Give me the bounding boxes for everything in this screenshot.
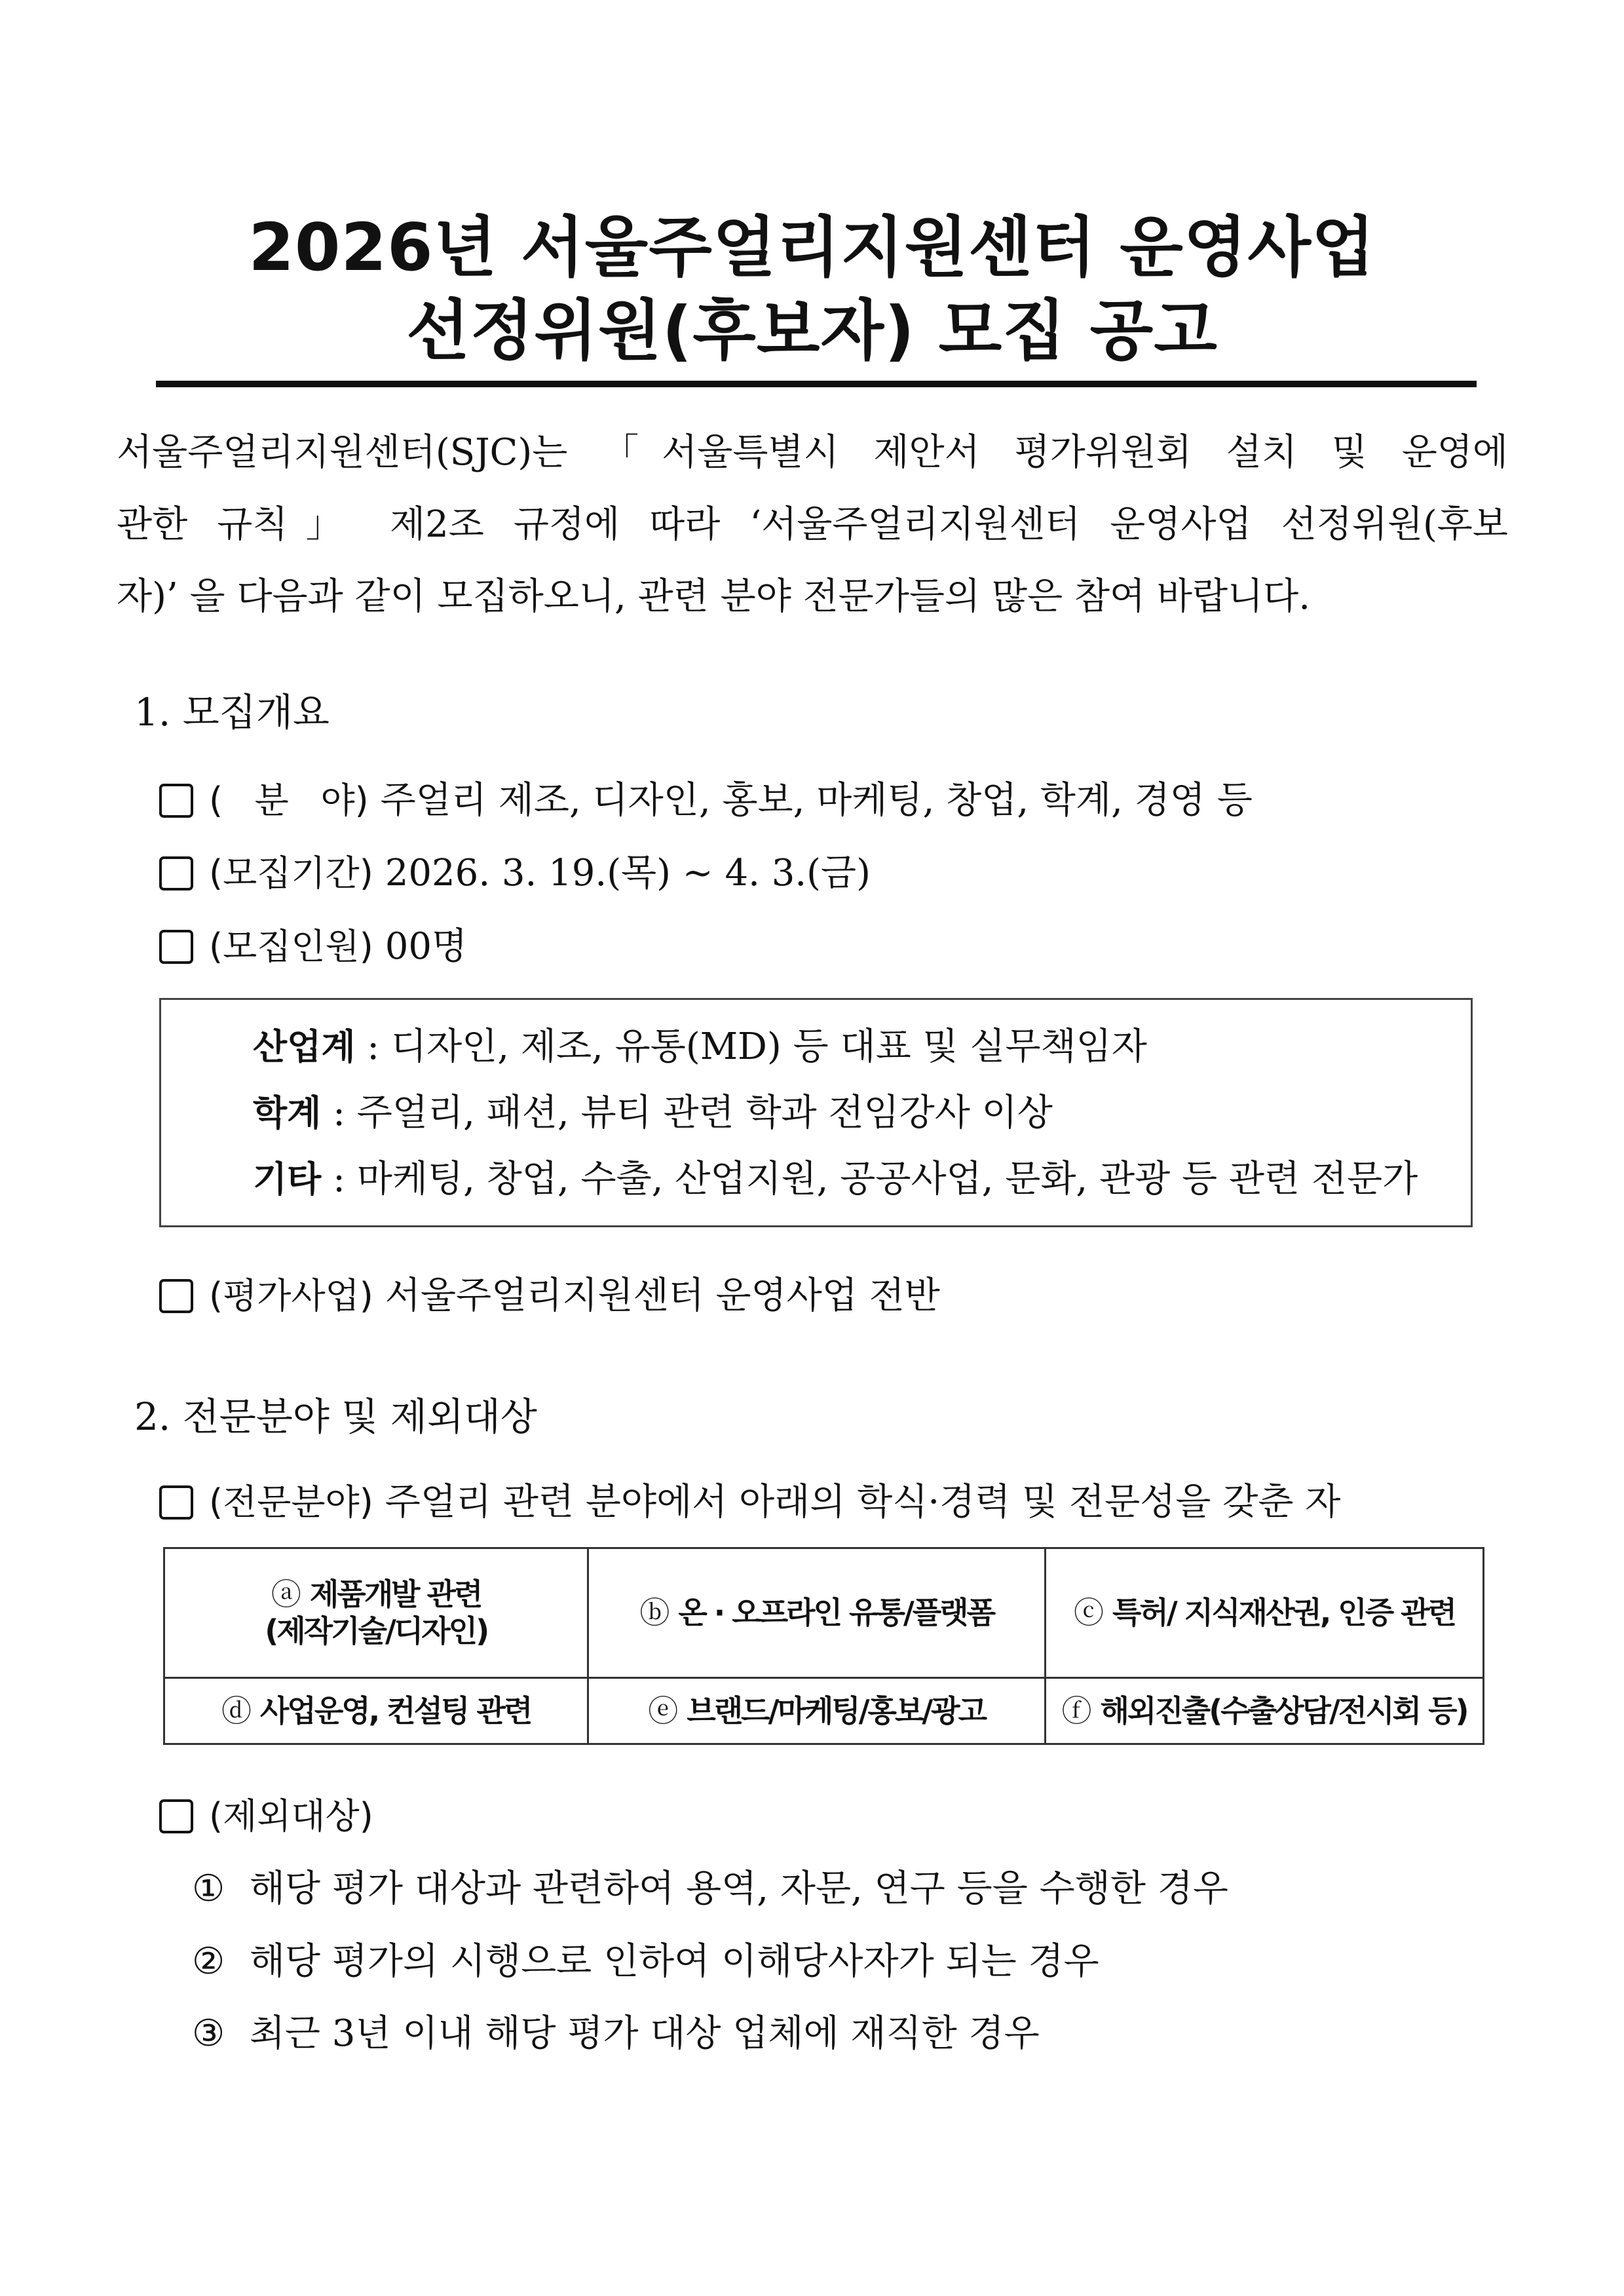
group-row: 산업계 : 디자인, 제조, 유통(MD) 등 대표 및 실무책임자 <box>253 1025 1147 1068</box>
exclusion-item: ③ 최근 3년 이내 해당 평가 대상 업체에 재직한 경우 <box>192 2012 1040 2055</box>
bullet-value: 00명 <box>385 925 468 968</box>
bullet-period <box>159 850 871 897</box>
doc-title-line-2: 선정위원(후보자) 모집 공고 <box>406 292 1218 369</box>
section-1-title: 1. 모집개요 <box>134 690 330 735</box>
group-row: 기타 : 마케팅, 창업, 수출, 산업지원, 공공사업, 문화, 관광 등 관련 전문가 <box>253 1158 1418 1200</box>
group-row: 학계 : 주얼리, 패션, 뷰티 관련 학과 전임강사 이상 <box>253 1092 1053 1134</box>
intro-line-1: 서울주얼리지원센터(SJC)는 「서울특별시 제안서 평가위원회 설치 및 운영에 <box>117 431 1508 474</box>
table-cell: ⓒ 특허/ 지식재산권, 인증 관련 <box>1046 1548 1484 1678</box>
table-row <box>164 1548 1484 1678</box>
bullet-value: 서울주얼리지원센터 운영사업 전반 <box>385 1274 940 1317</box>
checkbox-square-icon <box>159 1485 193 1520</box>
bullet-exclusion <box>159 1793 385 1840</box>
table-cell: ⓓ 사업운영, 컨설팅 관련 <box>164 1677 588 1744</box>
checkbox-square-icon <box>159 1799 193 1833</box>
bullet-value: 2026. 3. 19.(목) ~ 4. 3.(금) <box>385 852 871 894</box>
bullet-scope <box>159 1272 940 1320</box>
bullet-field <box>159 777 1253 824</box>
doc-title-line-1: 2026년 서울주얼리지원센터 운영사업 <box>248 209 1376 286</box>
table-cell: ⓐ 제품개발 관련 (제작기술/디자인) <box>164 1548 588 1678</box>
bullet-count <box>159 923 467 970</box>
table-row <box>164 1677 1484 1744</box>
table-cell: ⓔ 브랜드/마케팅/홍보/광고 <box>588 1677 1046 1744</box>
exclusion-item: ① 해당 평가 대상과 관련하여 용역, 자문, 연구 등을 수행한 경우 <box>192 1867 1228 1910</box>
bullet-label: (모집기간) <box>209 852 373 894</box>
section-2-title: 2. 전문분야 및 제외대상 <box>134 1394 537 1439</box>
bullet-value: 주얼리 제조, 디자인, 홍보, 마케팅, 창업, 학계, 경영 등 <box>380 779 1253 822</box>
bullet-expertise <box>159 1479 1340 1526</box>
bullet-value: 주얼리 관련 분야에서 아래의 학식·경력 및 전문성을 갖춘 자 <box>385 1481 1341 1523</box>
table-cell: ⓑ 온 · 오프라인 유통/플랫폼 <box>588 1548 1046 1678</box>
expertise-table <box>163 1547 1484 1745</box>
bullet-label: (평가사업) <box>209 1275 373 1316</box>
intro-line-3: 자)’ 을 다음과 같이 모집하오니, 관련 분야 전문가들의 많은 참여 바랍니다. <box>117 575 1311 618</box>
recruit-groups-box <box>159 998 1473 1227</box>
checkbox-square-icon <box>159 856 193 890</box>
checkbox-square-icon <box>159 930 193 964</box>
bullet-label: (모집인원) <box>209 926 373 967</box>
bullet-label: (제외대상) <box>209 1795 373 1837</box>
checkbox-square-icon <box>159 784 193 818</box>
checkbox-square-icon <box>159 1279 193 1313</box>
table-cell: ⓕ 해외진출(수출상담/전시회 등) <box>1046 1677 1484 1744</box>
intro-line-2: 관한 규칙」 제2조 규정에 따라 ‘서울주얼리지원센터 운영사업 선정위원(후보 <box>117 503 1508 546</box>
title-underline <box>156 381 1477 387</box>
bullet-label: (전문분야) <box>209 1482 373 1523</box>
bullet-label: (분야) <box>209 780 369 821</box>
exclusion-item: ② 해당 평가의 시행으로 인하여 이해당사자가 되는 경우 <box>192 1940 1099 1983</box>
